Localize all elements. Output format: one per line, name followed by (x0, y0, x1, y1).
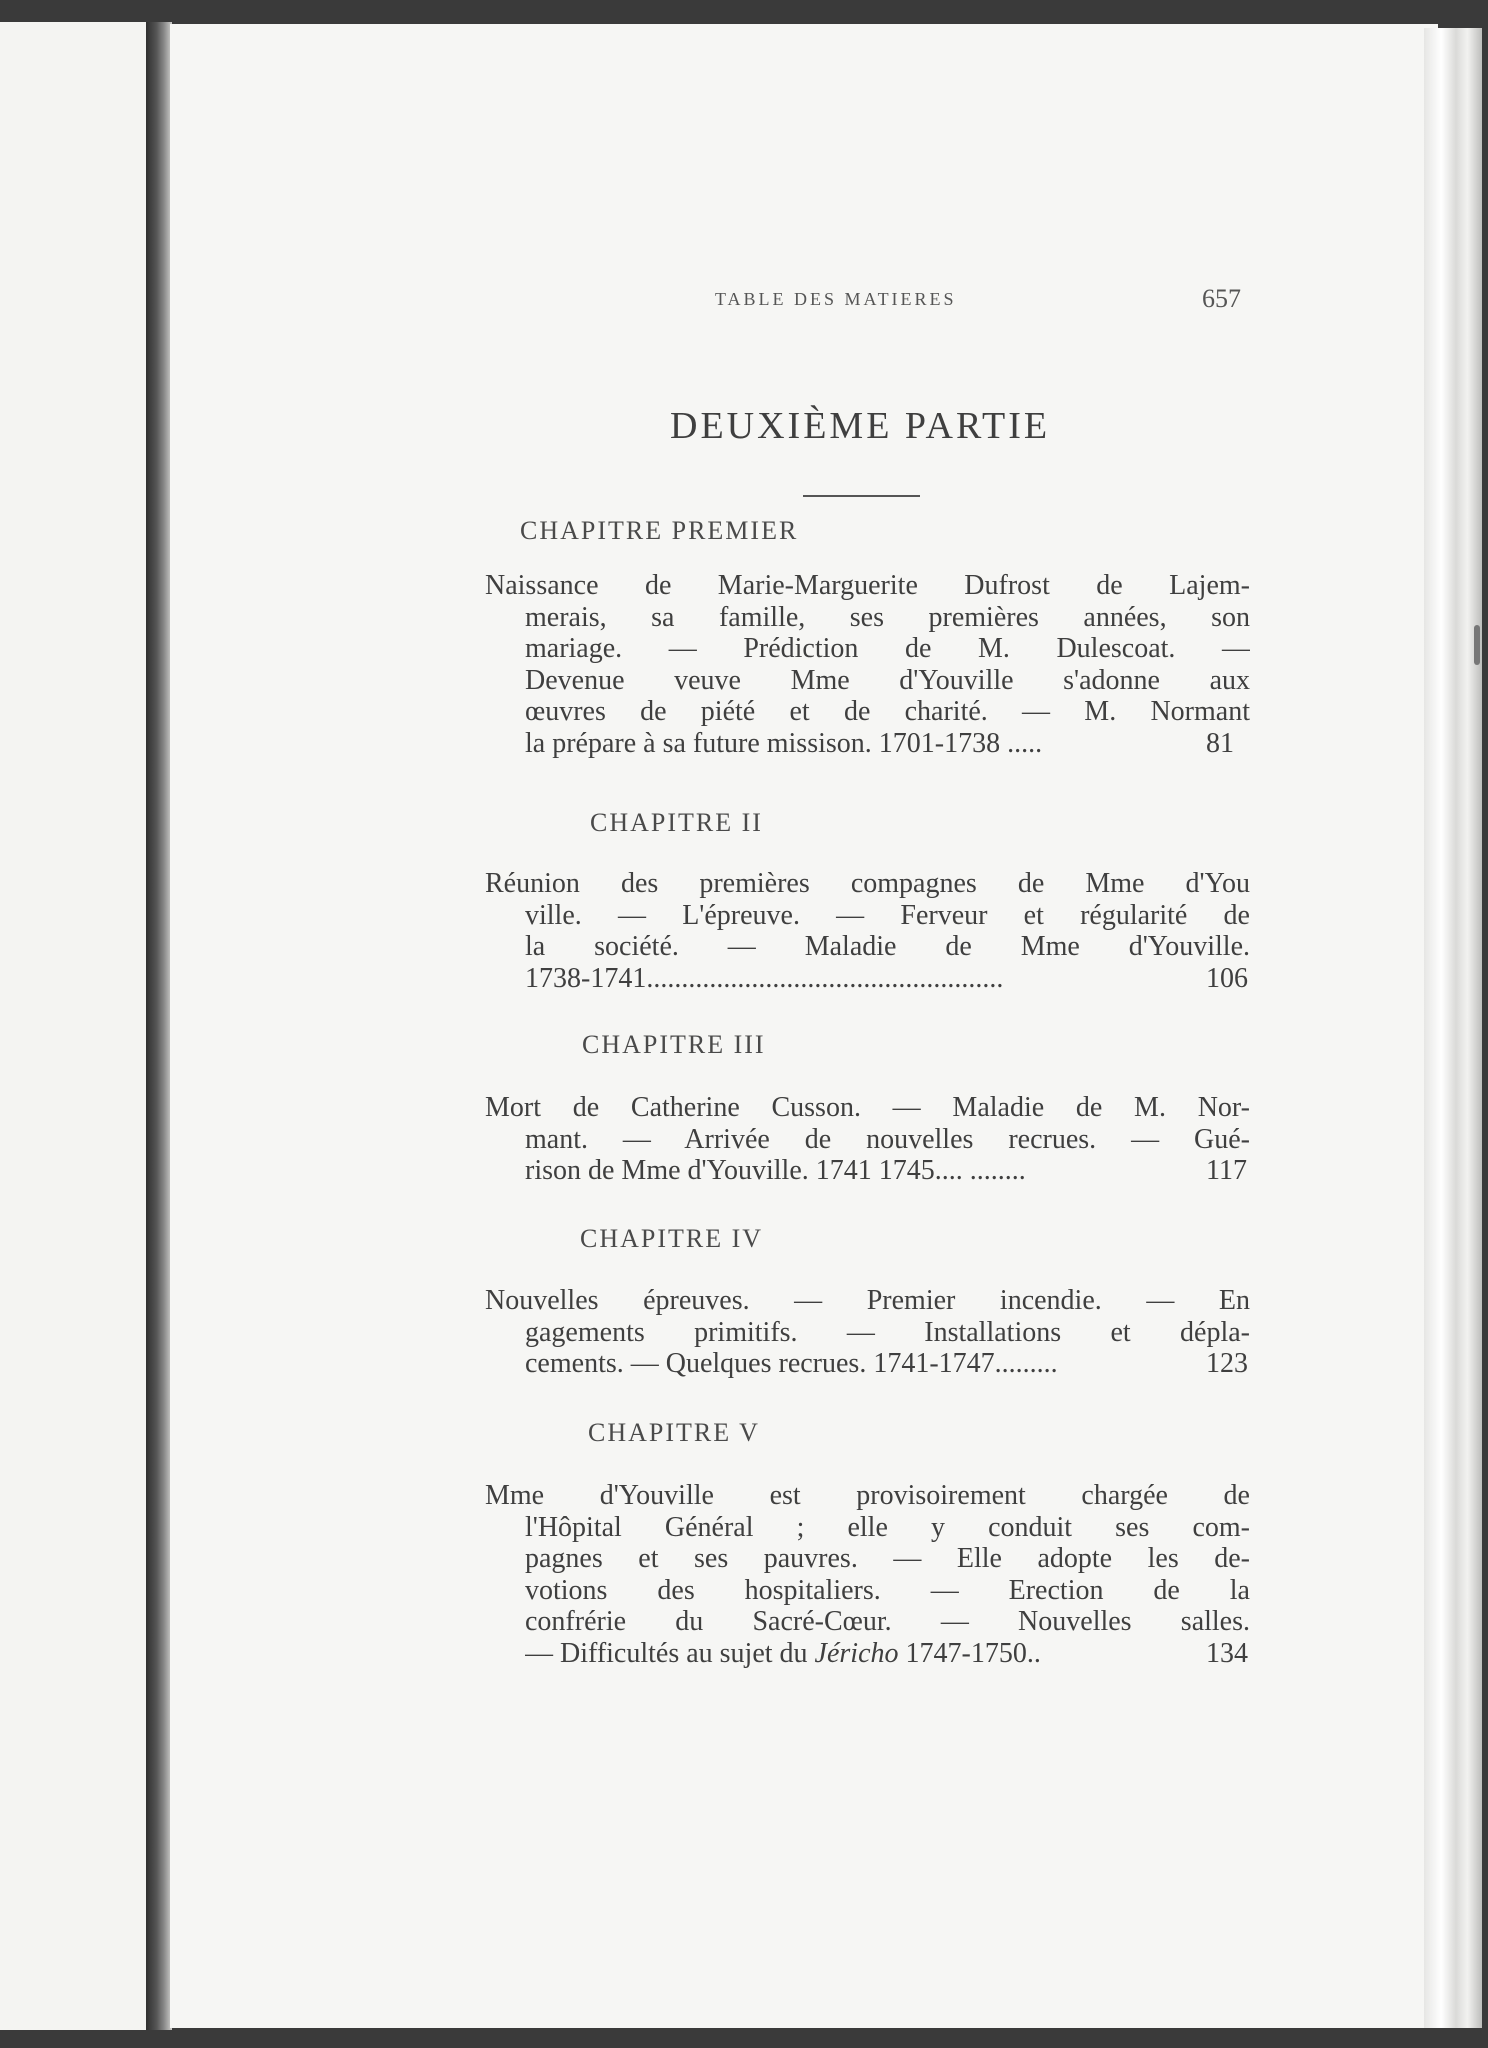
chapter-title-1: CHAPITRE PREMIER (520, 516, 799, 545)
running-head: TABLE DES MATIERES (715, 289, 957, 309)
entry-line: ville. — L'épreuve. — Ferveur et régularité de (525, 899, 1250, 931)
entry-last-line (485, 728, 1250, 760)
entry-line: votions des hospitaliers. — Erection de la (525, 1574, 1250, 1606)
entry-line: pagnes et ses pauvres. — Elle adopte les de- (525, 1543, 1250, 1574)
chapter-entry-1 (485, 570, 1250, 759)
entry-line: la société. — Maladie de Mme d'Youville. (525, 931, 1250, 962)
chapter-page-ref: 123 (1206, 1348, 1248, 1379)
entry-line: cements. — Quelques recrues. 1741-1747......... (525, 1348, 1058, 1379)
entry-last-line (485, 1348, 1250, 1380)
entry-line: œuvres de piété et de charité. — M. Normant (525, 696, 1250, 727)
chapter-entry-5 (485, 1480, 1250, 1669)
page-content (170, 24, 1438, 2028)
entry-line: Nouvelles épreuves. — Premier incendie. — En (485, 1285, 1250, 1316)
chapter-title-3: CHAPITRE III (582, 1030, 766, 1059)
chapter-title-5: CHAPITRE V (588, 1418, 760, 1447)
title-rule (803, 495, 920, 497)
entry-line: la prépare à sa future missison. 1701-1738 ..... (525, 727, 1043, 759)
entry-line: mariage. — Prédiction de M. Dulescoat. — (525, 633, 1250, 664)
entry-line: Mort de Catherine Cusson. — Maladie de M. Nor- (485, 1092, 1250, 1123)
facing-page-edge (0, 22, 150, 2030)
chapter-entry-4 (485, 1285, 1250, 1380)
entry-line: confrérie du Sacré-Cœur. — Nouvelles salles. (525, 1606, 1250, 1637)
entry-line: gagements primitifs. — Installations et dépla- (525, 1316, 1250, 1348)
part-title: DEUXIÈME PARTIE (670, 405, 1051, 447)
edge-mark (1474, 625, 1480, 665)
chapter-entry-2 (485, 868, 1250, 994)
entry-line: Devenue veuve Mme d'Youville s'adonne aux (525, 664, 1250, 696)
entry-line: Réunion des premières compagnes de Mme d'You (485, 868, 1250, 899)
chapter-title-4: CHAPITRE IV (580, 1224, 764, 1253)
entry-last-line (485, 1638, 1250, 1670)
entry-line: Naissance de Marie-Marguerite Dufrost de Lajem- (485, 570, 1250, 601)
chapter-page-ref: 81 (1206, 727, 1234, 759)
chapter-entry-3 (485, 1092, 1250, 1187)
entry-line: merais, sa famille, ses premières années, son (525, 601, 1250, 633)
entry-line: l'Hôpital Général ; elle y conduit ses com- (525, 1511, 1250, 1543)
book-gutter (146, 22, 172, 2030)
chapter-page-ref: 134 (1206, 1637, 1248, 1669)
entry-line-prefix: — Difficultés au sujet du (525, 1637, 815, 1669)
entry-last-line (485, 1155, 1250, 1187)
chapter-page-ref: 106 (1206, 962, 1248, 994)
entry-line: rison de Mme d'Youville. 1741 1745.... ........ (525, 1155, 1026, 1186)
entry-line: Mme d'Youville est provisoirement chargée de (485, 1480, 1250, 1511)
chapter-page-ref: 117 (1206, 1155, 1247, 1186)
entry-line-text (525, 1638, 1192, 1670)
italic-title: Jéricho (814, 1637, 899, 1669)
chapter-title-2: CHAPITRE II (590, 808, 763, 837)
page-number: 657 (1202, 284, 1241, 313)
entry-line: mant. — Arrivée de nouvelles recrues. — Gué- (525, 1123, 1250, 1155)
entry-line: 1738-1741................................................... (525, 962, 1004, 994)
entry-last-line (485, 963, 1250, 995)
entry-line-suffix: 1747-1750.. (898, 1637, 1041, 1669)
